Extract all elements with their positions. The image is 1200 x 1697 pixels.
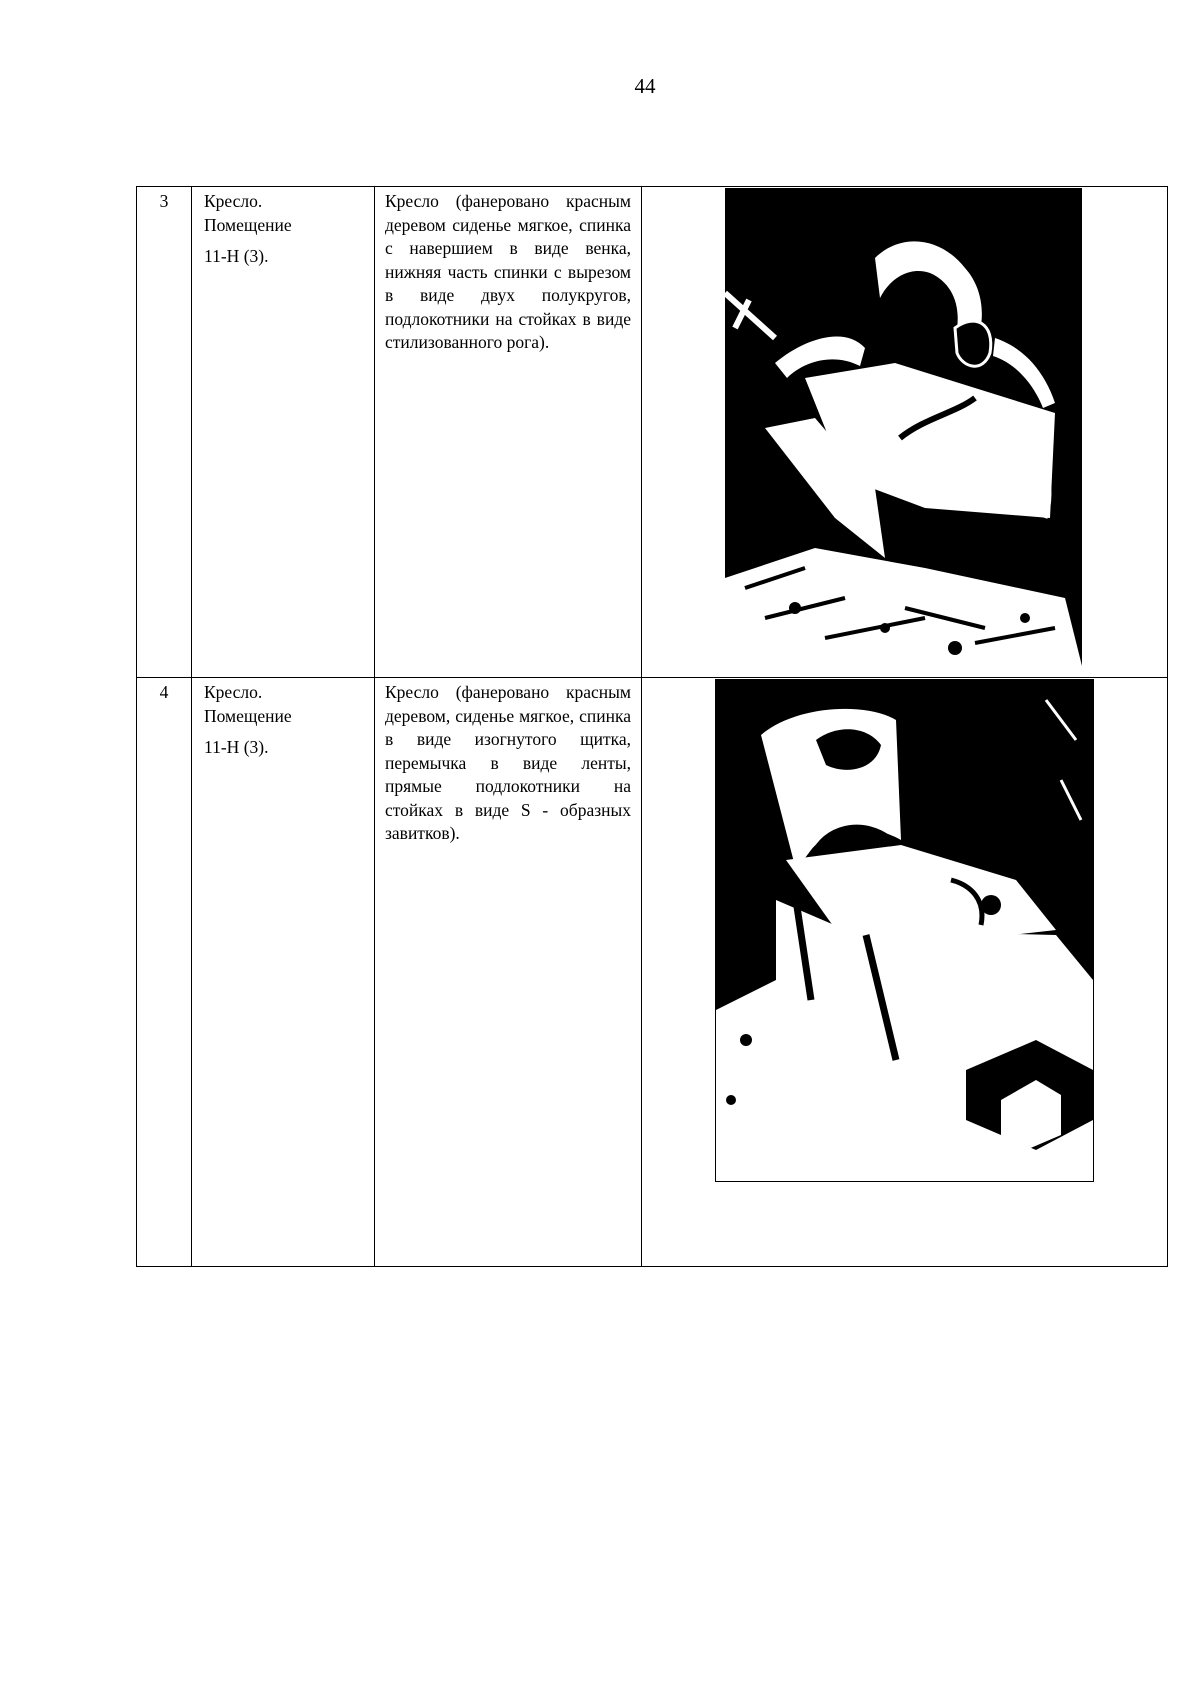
item-description: Кресло (фанеровано красным деревом, сиденье мягкое, спинка в виде изогнутого щитка, перемычка в виде ленты, прямые подлокотники на стойках в виде S - образных завитков).: [375, 678, 642, 1267]
photo-cell: [642, 678, 1168, 1267]
item-name-cell: [192, 678, 375, 1267]
item-name: Кресло.: [204, 682, 263, 702]
inventory-table: [136, 186, 1168, 1267]
table-row: [137, 187, 1168, 678]
page-number: 44: [634, 74, 656, 98]
photo-cell: [642, 187, 1168, 678]
item-name-cell: [192, 187, 375, 678]
row-number: 3: [137, 187, 192, 678]
armchair-photo: [715, 679, 1094, 1182]
room-code: 11-Н (3).: [204, 737, 269, 757]
room-label: Помещение: [204, 214, 292, 235]
table-row: [137, 678, 1168, 1267]
room-label: Помещение: [204, 705, 292, 726]
item-description: Кресло (фанеровано красным деревом сиденье мягкое, спинка с навершием в виде венка, нижняя часть спинки с вырезом в виде двух полукругов, подлокотники на стойках в виде стилизованного рога).: [375, 187, 642, 678]
armchair-photo: [725, 188, 1082, 666]
row-number: 4: [137, 678, 192, 1267]
room-code: 11-Н (3).: [204, 246, 269, 266]
item-name: Кресло.: [204, 191, 263, 211]
